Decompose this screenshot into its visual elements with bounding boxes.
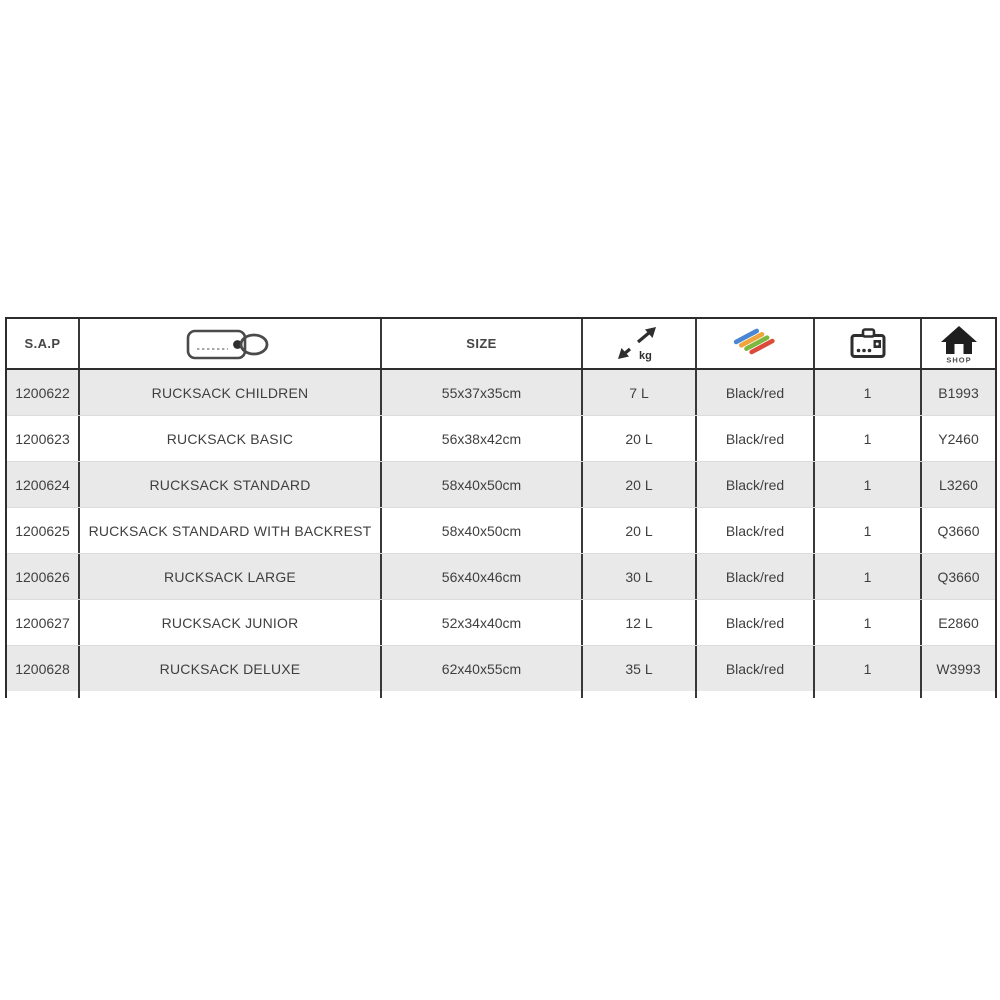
cell-volume: 20 L — [583, 508, 697, 553]
cell-volume: 7 L — [583, 370, 697, 415]
cell-size: 56x40x46cm — [382, 554, 583, 599]
table-row — [7, 553, 995, 599]
cell-color: Black/red — [697, 554, 815, 599]
header-cell-shop — [922, 319, 995, 368]
cell-carton-qty: 1 — [815, 508, 922, 553]
cell-volume: 20 L — [583, 462, 697, 507]
table-row — [7, 415, 995, 461]
product-spec-table — [5, 317, 997, 698]
cell-carton-qty: 1 — [815, 600, 922, 645]
carton-box-icon — [845, 326, 891, 362]
header-cell-carton — [815, 319, 922, 368]
cell-size: 62x40x55cm — [382, 646, 583, 691]
cell-carton-qty: 1 — [815, 462, 922, 507]
cell-sap: 1200628 — [7, 646, 80, 691]
cell-carton-qty: 1 — [815, 646, 922, 691]
cell-size: 58x40x50cm — [382, 508, 583, 553]
cell-color: Black/red — [697, 600, 815, 645]
cell-sap: 1200624 — [7, 462, 80, 507]
cell-shop-code: L3260 — [922, 462, 995, 507]
size-header-label: SIZE — [466, 336, 497, 351]
tag-icon — [184, 325, 276, 363]
table-row — [7, 645, 995, 691]
cell-product-name: RUCKSACK LARGE — [80, 554, 382, 599]
cell-product-name: RUCKSACK STANDARD WITH BACKREST — [80, 508, 382, 553]
cell-carton-qty: 1 — [815, 416, 922, 461]
table-header-row — [7, 319, 995, 370]
cell-color: Black/red — [697, 462, 815, 507]
header-cell-color — [697, 319, 815, 368]
cell-volume: 30 L — [583, 554, 697, 599]
header-cell-size — [382, 319, 583, 368]
cell-product-name: RUCKSACK JUNIOR — [80, 600, 382, 645]
sap-header-label: S.A.P — [24, 336, 61, 351]
cell-sap: 1200625 — [7, 508, 80, 553]
cell-volume: 20 L — [583, 416, 697, 461]
cell-sap: 1200623 — [7, 416, 80, 461]
cell-size: 52x34x40cm — [382, 600, 583, 645]
cell-product-name: RUCKSACK CHILDREN — [80, 370, 382, 415]
cell-shop-code: B1993 — [922, 370, 995, 415]
cell-shop-code: Q3660 — [922, 508, 995, 553]
cell-shop-code: Q3660 — [922, 554, 995, 599]
cell-carton-qty: 1 — [815, 554, 922, 599]
shop-label: SHOP — [945, 355, 972, 364]
cell-color: Black/red — [697, 416, 815, 461]
cell-volume: 35 L — [583, 646, 697, 691]
cell-size: 55x37x35cm — [382, 370, 583, 415]
cell-shop-code: Y2460 — [922, 416, 995, 461]
table-row — [7, 599, 995, 645]
cell-sap: 1200626 — [7, 554, 80, 599]
table-row — [7, 461, 995, 507]
dimension-arrows-icon — [615, 325, 663, 363]
cell-product-name: RUCKSACK DELUXE — [80, 646, 382, 691]
table-row — [7, 507, 995, 553]
cell-color: Black/red — [697, 370, 815, 415]
shop-house-icon — [938, 323, 980, 365]
color-stripes-icon — [732, 327, 778, 361]
cell-sap: 1200622 — [7, 370, 80, 415]
cell-product-name: RUCKSACK BASIC — [80, 416, 382, 461]
table-row — [7, 370, 995, 415]
cell-color: Black/red — [697, 646, 815, 691]
cell-shop-code: E2860 — [922, 600, 995, 645]
header-cell-volume — [583, 319, 697, 368]
cell-size: 58x40x50cm — [382, 462, 583, 507]
cell-color: Black/red — [697, 508, 815, 553]
table-bottom-stub — [7, 691, 995, 698]
cell-sap: 1200627 — [7, 600, 80, 645]
header-cell-product-name — [80, 319, 382, 368]
cell-carton-qty: 1 — [815, 370, 922, 415]
kg-unit-label: kg — [639, 349, 652, 362]
cell-size: 56x38x42cm — [382, 416, 583, 461]
cell-product-name: RUCKSACK STANDARD — [80, 462, 382, 507]
header-cell-sap — [7, 319, 80, 368]
cell-shop-code: W3993 — [922, 646, 995, 691]
cell-volume: 12 L — [583, 600, 697, 645]
